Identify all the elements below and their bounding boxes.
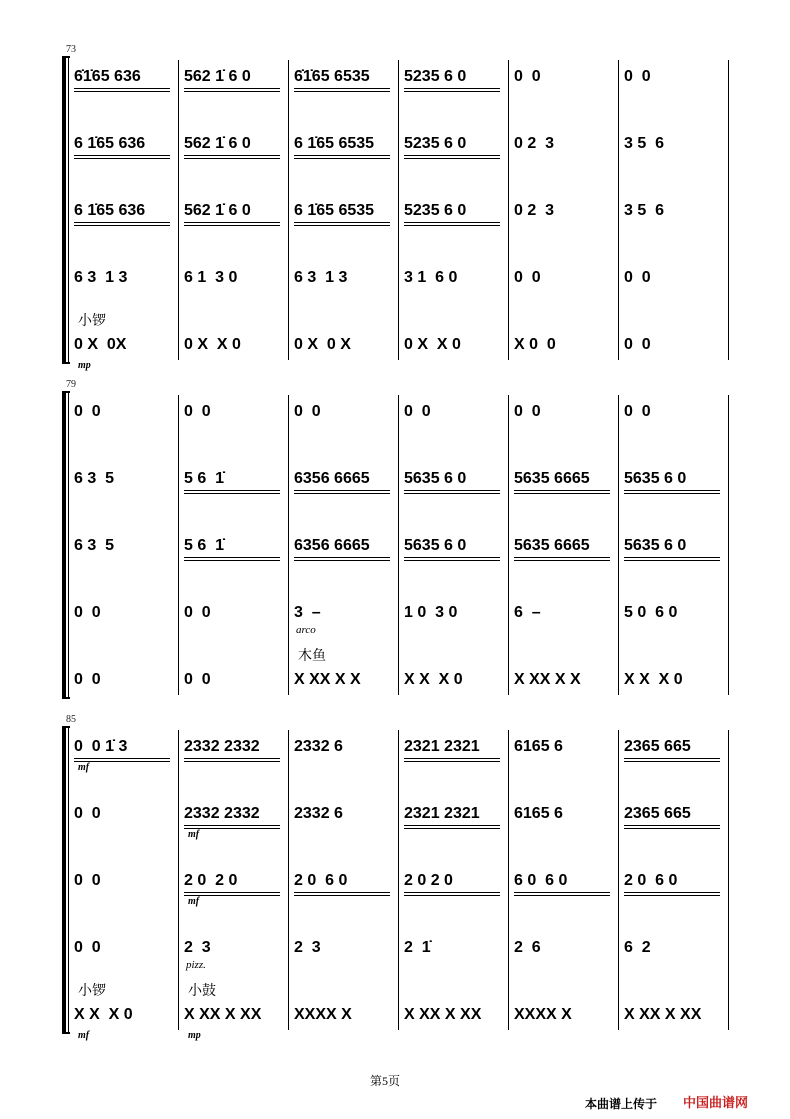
system-line	[68, 393, 69, 697]
underline	[404, 222, 500, 223]
measure-notes: 6356 6665	[294, 470, 370, 487]
underline	[184, 222, 280, 223]
barline	[288, 60, 289, 360]
measure-notes: 2 0 6 0	[294, 872, 348, 889]
measure-notes: 0 0 1̇ 3	[74, 738, 128, 755]
underline	[514, 490, 610, 491]
underline	[294, 225, 390, 226]
measure-notes: 0 0	[514, 269, 541, 286]
measure-notes: 0 0	[624, 68, 651, 85]
underline	[294, 895, 390, 896]
underline	[404, 560, 500, 561]
measure-notes: 2365 665	[624, 738, 691, 755]
underline	[404, 225, 500, 226]
measure-notes: 5635 6 0	[404, 537, 467, 554]
measure-number: 79	[66, 379, 76, 390]
underline	[74, 91, 170, 92]
measure-notes: 2332 6	[294, 738, 343, 755]
measure-notes: 0 0	[404, 403, 431, 420]
dynamic-mark: mf	[78, 762, 90, 773]
underline	[74, 758, 170, 759]
measure-notes: X XX X X	[514, 671, 581, 688]
underline	[294, 557, 390, 558]
bracket-cap-bottom	[62, 697, 70, 699]
underline	[294, 892, 390, 893]
measure-notes: 6 1̇65 6535	[294, 202, 375, 219]
underline	[74, 155, 170, 156]
measure-notes: 6 1̇65 636	[74, 202, 146, 219]
measure-notes: 2365 665	[624, 805, 691, 822]
measure-notes: 0 0	[184, 604, 211, 621]
underline	[514, 493, 610, 494]
measure-notes: 562 1̇ 6 0	[184, 135, 251, 152]
system-bracket	[62, 58, 66, 362]
technique-mark: arco	[296, 624, 316, 636]
barline	[288, 730, 289, 1030]
underline	[404, 895, 500, 896]
measure-notes: 0 X 0X	[74, 336, 127, 353]
measure-notes: 5 0 6 0	[624, 604, 678, 621]
underline	[184, 761, 280, 762]
barline	[728, 60, 729, 360]
measure-notes: 2 6	[514, 939, 541, 956]
instrument-label: 小鼓	[188, 983, 216, 999]
measure-notes: 2 3	[294, 939, 321, 956]
underline	[404, 493, 500, 494]
underline	[294, 560, 390, 561]
measure-notes: 6 2	[624, 939, 651, 956]
instrument-label: 木鱼	[298, 648, 326, 664]
measure-notes: XXXX X	[294, 1006, 352, 1023]
measure-notes: X XX X XX	[404, 1006, 482, 1023]
barline	[508, 60, 509, 360]
measure-notes: 6̇1̇65 6535	[294, 68, 370, 85]
measure-notes: 6165 6	[514, 805, 563, 822]
measure-notes: 0 0	[74, 939, 101, 956]
underline	[404, 155, 500, 156]
measure-notes: 5635 6 0	[624, 470, 687, 487]
underline	[624, 825, 720, 826]
barline	[618, 730, 619, 1030]
dynamic-mark: mp	[78, 360, 91, 371]
measure-notes: 6 3 1 3	[74, 269, 128, 286]
measure-notes: 6165 6	[514, 738, 563, 755]
measure-notes: 6 3 1 3	[294, 269, 348, 286]
measure-notes: 0 2 3	[514, 135, 555, 152]
barline	[398, 60, 399, 360]
measure-number: 85	[66, 714, 76, 725]
underline	[404, 158, 500, 159]
site-logo: 中国曲谱网	[683, 1096, 749, 1111]
measure-notes: 5235 6 0	[404, 202, 467, 219]
measure-notes: 0 0	[184, 671, 211, 688]
measure-notes: 5635 6 0	[624, 537, 687, 554]
underline	[184, 88, 280, 89]
underline	[624, 761, 720, 762]
underline	[514, 892, 610, 893]
measure-notes: 0 0	[514, 403, 541, 420]
measure-notes: 5 6 1̇	[184, 470, 225, 487]
underline	[514, 560, 610, 561]
measure-notes: 2332 2332	[184, 805, 260, 822]
system-line	[68, 58, 69, 362]
underline	[624, 895, 720, 896]
underline	[74, 225, 170, 226]
underline	[404, 825, 500, 826]
measure-notes: 0 0	[514, 68, 541, 85]
measure-notes: 2321 2321	[404, 738, 480, 755]
measure-notes: X X X 0	[74, 1006, 133, 1023]
measure-notes: 3 5 6	[624, 202, 665, 219]
underline	[294, 91, 390, 92]
system-line	[68, 728, 69, 1032]
barline	[728, 395, 729, 695]
system-bracket	[62, 728, 66, 1032]
underline	[184, 560, 280, 561]
measure-notes: 0 X X 0	[184, 336, 241, 353]
underline	[184, 155, 280, 156]
measure-notes: 5635 6665	[514, 470, 590, 487]
measure-notes: 0 0	[74, 604, 101, 621]
underline	[74, 88, 170, 89]
page-number: 第5页	[370, 1074, 401, 1088]
underline	[184, 225, 280, 226]
underline	[404, 828, 500, 829]
measure-notes: 0 0	[74, 805, 101, 822]
measure-notes: 0 2 3	[514, 202, 555, 219]
barline	[618, 60, 619, 360]
bracket-cap-bottom	[62, 362, 70, 364]
underline	[404, 91, 500, 92]
measure-notes: 2 0 2 0	[184, 872, 238, 889]
barline	[398, 730, 399, 1030]
measure-notes: 6 3 5	[74, 537, 115, 554]
barline	[728, 730, 729, 1030]
dynamic-mark: mf	[188, 896, 200, 907]
underline	[184, 490, 280, 491]
measure-notes: 562 1̇ 6 0	[184, 202, 251, 219]
underline	[184, 493, 280, 494]
measure-notes: 2321 2321	[404, 805, 480, 822]
measure-notes: 2 1̇	[404, 939, 431, 956]
measure-notes: 5635 6 0	[404, 470, 467, 487]
underline	[294, 158, 390, 159]
underline	[514, 557, 610, 558]
measure-notes: 6 0 6 0	[514, 872, 568, 889]
underline	[624, 557, 720, 558]
measure-notes: 6 1̇65 6535	[294, 135, 375, 152]
underline	[184, 557, 280, 558]
measure-notes: 5235 6 0	[404, 68, 467, 85]
measure-notes: 0 0	[294, 403, 321, 420]
measure-notes: 2 0 2 0	[404, 872, 453, 889]
measure-notes: 6 –	[514, 604, 541, 621]
measure-notes: 2332 6	[294, 805, 343, 822]
underline	[624, 892, 720, 893]
measure-notes: 0 X X 0	[404, 336, 461, 353]
measure-notes: 2332 2332	[184, 738, 260, 755]
barline	[288, 395, 289, 695]
measure-notes: 0 X 0 X	[294, 336, 351, 353]
measure-notes: 1 0 3 0	[404, 604, 458, 621]
measure-notes: 0 0	[624, 336, 651, 353]
underline	[624, 490, 720, 491]
underline	[294, 155, 390, 156]
measure-notes: X 0 0	[514, 336, 556, 353]
underline	[184, 158, 280, 159]
measure-notes: X XX X XX	[624, 1006, 702, 1023]
bracket-cap-bottom	[62, 1032, 70, 1034]
dynamic-mark: mf	[78, 1030, 90, 1041]
underline	[404, 758, 500, 759]
measure-notes: 3 5 6	[624, 135, 665, 152]
instrument-label: 小锣	[78, 313, 106, 329]
barline	[508, 395, 509, 695]
underline	[294, 222, 390, 223]
barline	[178, 60, 179, 360]
underline	[404, 557, 500, 558]
measure-notes: X XX X X	[294, 671, 361, 688]
underline	[404, 490, 500, 491]
measure-notes: 0 0	[184, 403, 211, 420]
measure-notes: 0 0	[74, 403, 101, 420]
underline	[184, 758, 280, 759]
underline	[624, 758, 720, 759]
underline	[624, 828, 720, 829]
instrument-label: 小锣	[78, 983, 106, 999]
underline	[404, 892, 500, 893]
underline	[294, 88, 390, 89]
measure-notes: 6356 6665	[294, 537, 370, 554]
measure-notes: 6 1̇65 636	[74, 135, 146, 152]
measure-notes: 5235 6 0	[404, 135, 467, 152]
measure-notes: X XX X XX	[184, 1006, 262, 1023]
measure-notes: 6 3 5	[74, 470, 115, 487]
dynamic-mark: mf	[188, 829, 200, 840]
barline	[178, 730, 179, 1030]
measure-notes: 562 1̇ 6 0	[184, 68, 251, 85]
measure-notes: 5 6 1̇	[184, 537, 225, 554]
measure-notes: 0 0	[74, 872, 101, 889]
measure-notes: 0 0	[74, 671, 101, 688]
measure-notes: 6̇1̇65 636	[74, 68, 141, 85]
barline	[618, 395, 619, 695]
underline	[74, 222, 170, 223]
measure-notes: 5635 6665	[514, 537, 590, 554]
underline	[294, 493, 390, 494]
measure-notes: 2 0 6 0	[624, 872, 678, 889]
barline	[398, 395, 399, 695]
underline	[624, 493, 720, 494]
measure-notes: 6 1 3 0	[184, 269, 238, 286]
measure-notes: XXXX X	[514, 1006, 572, 1023]
measure-notes: X X X 0	[624, 671, 683, 688]
underline	[74, 158, 170, 159]
system-bracket	[62, 393, 66, 697]
dynamic-mark: mp	[188, 1030, 201, 1041]
underline	[294, 490, 390, 491]
underline	[184, 825, 280, 826]
measure-notes: 3 –	[294, 604, 321, 621]
measure-notes: 2 3	[184, 939, 211, 956]
barline	[508, 730, 509, 1030]
underline	[624, 560, 720, 561]
underline	[404, 761, 500, 762]
technique-mark: pizz.	[186, 959, 206, 971]
underline	[404, 88, 500, 89]
underline	[184, 91, 280, 92]
underline	[184, 892, 280, 893]
measure-notes: 0 0	[624, 269, 651, 286]
measure-notes: X X X 0	[404, 671, 463, 688]
measure-notes: 0 0	[624, 403, 651, 420]
upload-credit: 本曲谱上传于	[585, 1097, 658, 1111]
measure-notes: 3 1 6 0	[404, 269, 458, 286]
underline	[514, 895, 610, 896]
barline	[178, 395, 179, 695]
measure-number: 73	[66, 44, 76, 55]
